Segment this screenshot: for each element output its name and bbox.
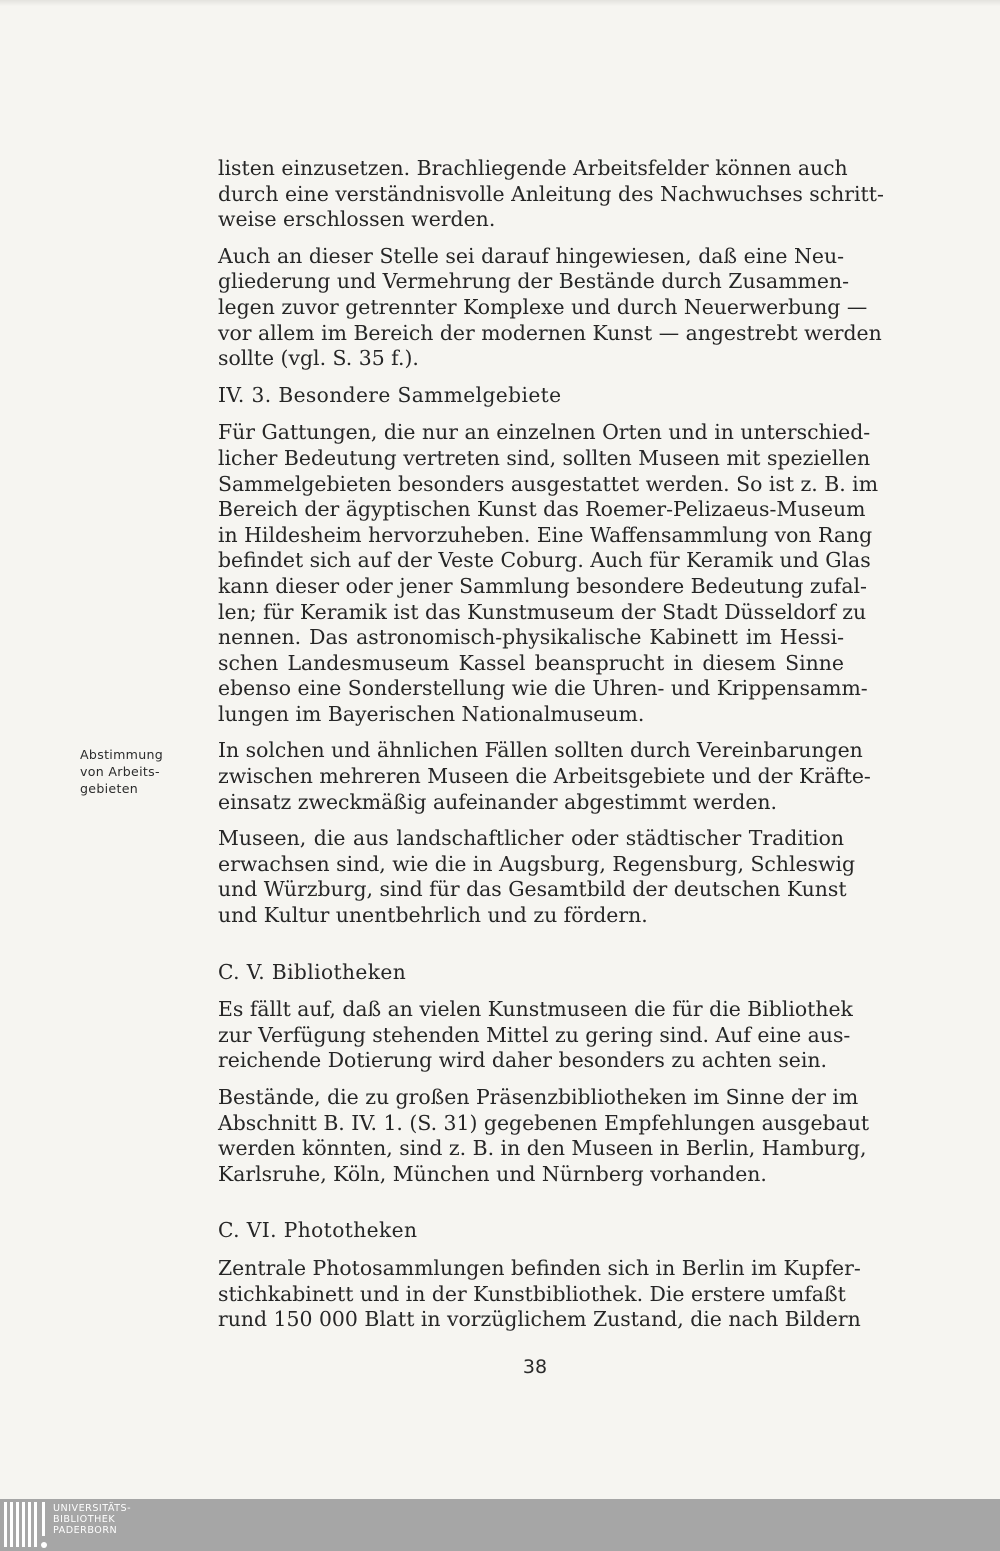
text-line: werden könnten, sind z. B. in den Museen in Berlin, Hamburg, — [218, 1136, 867, 1161]
margin-note-line: von Arbeits- — [80, 763, 160, 779]
page-number: 38 — [522, 1356, 548, 1378]
text-line: vor allem im Bereich der modernen Kunst — angestrebt werden — [218, 320, 882, 345]
text-line: kann dieser oder jener Sammlung besondere Bedeutung zufal- — [218, 573, 867, 598]
paragraph — [218, 156, 884, 233]
text-line: stichkabinett und in der Kunstbibliothek. Die erstere umfaßt — [218, 1281, 846, 1306]
paragraph — [218, 1255, 861, 1333]
scan-edge — [0, 0, 1000, 6]
margin-note-line: Abstimmung — [80, 747, 164, 762]
text-line: gliederung und Vermehrung der Bestände durch Zusammen- — [218, 269, 849, 294]
paragraph — [218, 243, 882, 372]
paragraph — [218, 826, 856, 928]
text-line: einsatz zweckmäßig aufeinander abgestimmt werden. — [218, 789, 778, 814]
text-line: Abschnitt B. IV. 1. (S. 31) gegebenen Empfehlungen ausgebaut — [218, 1110, 870, 1135]
section-heading-cvi: C. VI. Phototheken — [218, 1218, 418, 1243]
text-line: und Kultur unentbehrlich und zu fördern. — [218, 903, 648, 928]
text-line: in Hildesheim hervorzuheben. Eine Waffensammlung von Rang — [218, 522, 873, 547]
library-name-line: PADERBORN — [53, 1525, 118, 1536]
text-line: durch eine verständnisvolle Anleitung des Nachwuchses schritt- — [218, 181, 884, 206]
text-line: Auch an dieser Stelle sei darauf hingewiesen, daß eine Neu- — [218, 243, 844, 268]
library-logo-icon — [4, 1502, 48, 1549]
text-line: Sammelgebieten besonders ausgestattet werden. So ist z. B. im — [218, 471, 879, 496]
text-line: reichende Dotierung wird daher besonders zu achten sein. — [218, 1048, 827, 1073]
margin-note-line: gebieten — [80, 780, 139, 796]
text-line: lungen im Bayerischen Nationalmuseum. — [218, 701, 645, 726]
section-heading-cv: C. V. Bibliotheken — [218, 959, 407, 984]
library-name-line: UNIVERSITÄTS- — [53, 1503, 132, 1514]
section-heading-iv3: IV. 3. Besondere Sammelgebiete — [218, 382, 562, 407]
page-body — [218, 156, 884, 1344]
text-line: listen einzusetzen. Brachliegende Arbeitsfelder können auch — [218, 156, 848, 180]
text-line: Bereich der ägyptischen Kunst das Roemer-Pelizaeus-Museum — [218, 497, 866, 522]
text-line: sollte (vgl. S. 35 f.). — [218, 346, 419, 371]
text-line: nennen. Das astronomisch-physikalische Kabinett im Hessi- — [218, 625, 844, 650]
text-line: Es fällt auf, daß an vielen Kunstmuseen die für die Bibliothek — [218, 997, 853, 1022]
paragraph — [218, 997, 853, 1074]
text-line: In solchen und ähnlichen Fällen sollten durch Vereinbarungen — [218, 738, 863, 763]
text-line: erwachsen sind, wie die in Augsburg, Regensburg, Schleswig — [218, 851, 856, 876]
text-line: Karlsruhe, Köln, München und Nürnberg vorhanden. — [218, 1161, 767, 1186]
text-line: weise erschlossen werden. — [218, 207, 496, 232]
text-line: ebenso eine Sonderstellung wie die Uhren- und Krippensamm- — [218, 676, 868, 701]
text-line: und Würzburg, sind für das Gesamtbild der deutschen Kunst — [218, 877, 847, 902]
text-line: Museen, die aus landschaftlicher oder städtischer Tradition — [218, 826, 844, 851]
text-line: rund 150 000 Blatt in vorzüglichem Zustand, die nach Bildern — [218, 1307, 861, 1332]
text-line: Zentrale Photosammlungen befinden sich in Berlin im Kupfer- — [218, 1255, 861, 1280]
text-line: Für Gattungen, die nur an einzelnen Orten und in unterschied- — [218, 420, 871, 445]
paragraph — [218, 738, 871, 815]
text-line: licher Bedeutung vertreten sind, sollten Museen mit speziellen — [218, 445, 871, 470]
text-line: zwischen mehreren Museen die Arbeitsgebiete und der Kräfte- — [218, 764, 871, 789]
text-line: Bestände, die zu großen Präsenzbibliotheken im Sinne der im — [218, 1085, 859, 1109]
paragraph — [218, 1085, 870, 1187]
text-line: legen zuvor getrennter Komplexe und durch Neuerwerbung — — [218, 294, 868, 319]
library-footer-bar — [0, 1499, 1000, 1551]
text-line: schen Landesmuseum Kassel beansprucht in diesem Sinne — [218, 650, 844, 675]
margin-note — [80, 747, 192, 797]
library-name — [53, 1503, 131, 1536]
library-name-line: BIBLIOTHEK — [53, 1514, 116, 1525]
text-line: befindet sich auf der Veste Coburg. Auch für Keramik und Glas — [218, 548, 871, 573]
text-line: len; für Keramik ist das Kunstmuseum der Stadt Düsseldorf zu — [218, 599, 867, 624]
text-line: zur Verfügung stehenden Mittel zu gering sind. Auf eine aus- — [218, 1022, 851, 1047]
paragraph — [218, 420, 879, 727]
